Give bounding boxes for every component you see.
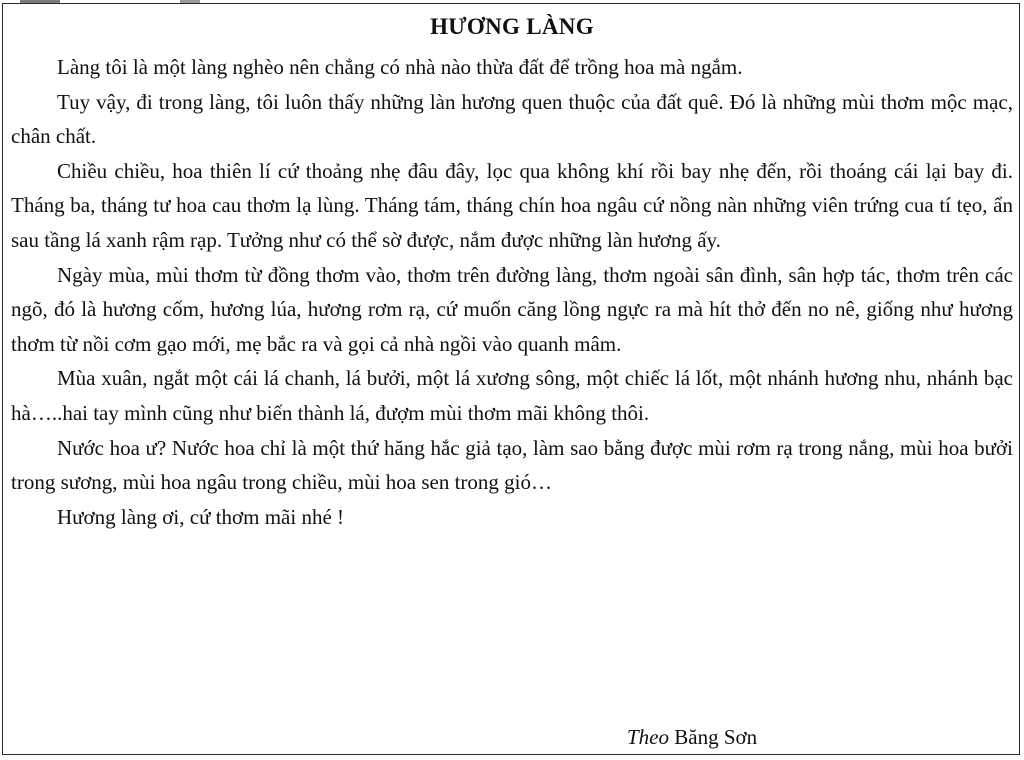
document-frame (2, 3, 1020, 755)
paragraph: Chiều chiều, hoa thiên lí cứ thoảng nhẹ đâu đây, lọc qua không khí rồi bay nhẹ đến, rồi thoáng cái lại bay đi. Tháng ba, tháng tư hoa cau thơm lạ lùng. Tháng tám, tháng chín hoa ngâu cứ nồng nàn những viên trứng cua tí tẹo, ẩn sau tầng lá xanh rậm rạp. Tưởng như có thể sờ được, nắm được những làn hương ấy. (11, 158, 1013, 252)
source-author: Băng Sơn (674, 725, 758, 749)
source-attribution (627, 722, 757, 752)
source-prefix: Theo (627, 725, 669, 749)
paragraph: Mùa xuân, ngắt một cái lá chanh, lá bưởi, một lá xương sông, một chiếc lá lốt, một nhánh hương nhu, nhánh bạc hà…..hai tay mình cũng như biến thành lá, đượm mùi thơm mãi không thôi. (11, 366, 1013, 425)
paragraph: Hương làng ơi, cứ thơm mãi nhé ! (57, 504, 345, 529)
paragraph: Làng tôi là một làng nghèo nên chẳng có nhà nào thừa đất để trồng hoa mà ngắm. (57, 55, 743, 79)
paragraph: Ngày mùa, mùi thơm từ đồng thơm vào, thơm trên đường làng, thơm ngoài sân đình, sân hợp tác, thơm trên các ngõ, đó là hương cốm, hương lúa, hương rơm rạ, cứ muốn căng lồng ngực ra mà hít thở đến no nê, giống như hương thơm từ nồi cơm gạo mới, mẹ bắc ra và gọi cả nhà ngồi vào quanh mâm. (11, 262, 1013, 356)
paragraph: Nước hoa ư? Nước hoa chỉ là một thứ hăng hắc giả tạo, làm sao bằng được mùi rơm rạ trong nắng, mùi hoa bưởi trong sương, mùi hoa ngâu trong chiều, mùi hoa sen trong gió… (11, 435, 1013, 495)
document-title: HƯƠNG LÀNG (430, 14, 594, 39)
paragraph: Tuy vậy, đi trong làng, tôi luôn thấy những làn hương quen thuộc của đất quê. Đó là những mùi thơm mộc mạc, chân chất. (11, 89, 1013, 149)
document-body (11, 50, 1013, 534)
